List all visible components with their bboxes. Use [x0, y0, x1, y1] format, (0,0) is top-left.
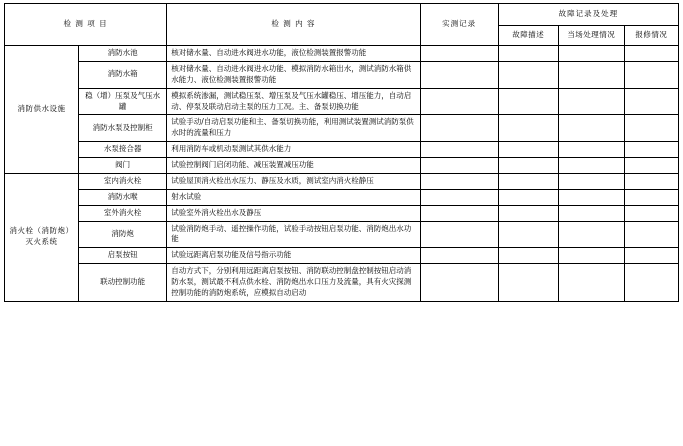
onsite-handling-cell[interactable]: [558, 142, 624, 158]
onsite-handling-cell[interactable]: [558, 173, 624, 189]
repair-status-cell[interactable]: [624, 61, 678, 88]
measured-record-cell[interactable]: [420, 205, 498, 221]
group-label-hydrant-system: 消火栓（消防炮）灭火系统: [5, 173, 79, 301]
measured-record-cell[interactable]: [420, 189, 498, 205]
repair-status-cell[interactable]: [624, 264, 678, 302]
onsite-handling-cell[interactable]: [558, 205, 624, 221]
item-label: 消防水泵及控制柜: [79, 115, 167, 142]
table-row: [5, 46, 679, 62]
item-content: 自动方式下，分别利用远距离启泵按钮、消防联动控制盘控制按钮启动消防水泵，测试最不利点供水栓、消防炮出水口压力及流量，具有火灾探测控制功能的消防炮系统，应模拟自动启动: [167, 264, 420, 302]
header-measured-record: 实测记录: [420, 4, 498, 46]
fault-description-cell[interactable]: [498, 46, 558, 62]
fault-description-cell[interactable]: [498, 158, 558, 174]
item-label: 消防水喉: [79, 189, 167, 205]
table-header-row-main: [5, 4, 679, 26]
table-row: [5, 158, 679, 174]
header-inspection-content: 检 测 内 容: [167, 4, 420, 46]
item-content: 射水试验: [167, 189, 420, 205]
onsite-handling-cell[interactable]: [558, 88, 624, 115]
item-content: 试验远距离启泵功能及信号指示功能: [167, 248, 420, 264]
repair-status-cell[interactable]: [624, 158, 678, 174]
measured-record-cell[interactable]: [420, 142, 498, 158]
onsite-handling-cell[interactable]: [558, 221, 624, 248]
item-content: 试验手动/自动启泵功能和主、备泵切换功能，利用测试装置测试消防泵供水时的流量和压力: [167, 115, 420, 142]
measured-record-cell[interactable]: [420, 221, 498, 248]
table-row: [5, 142, 679, 158]
measured-record-cell[interactable]: [420, 88, 498, 115]
fault-description-cell[interactable]: [498, 88, 558, 115]
table-row: [5, 248, 679, 264]
table-row: [5, 205, 679, 221]
item-label: 室外消火栓: [79, 205, 167, 221]
table-row: [5, 61, 679, 88]
repair-status-cell[interactable]: [624, 142, 678, 158]
item-content: 核对储水量、自动进水阀进水功能、模拟消防水箱出水，测试消防水箱供水能力、液位检测装置报警功能: [167, 61, 420, 88]
header-onsite-handling: 当场处理情况: [558, 26, 624, 46]
item-label: 消防水池: [79, 46, 167, 62]
repair-status-cell[interactable]: [624, 205, 678, 221]
fire-inspection-table: [4, 3, 679, 302]
repair-status-cell[interactable]: [624, 88, 678, 115]
header-repair-status: 报修情况: [624, 26, 678, 46]
onsite-handling-cell[interactable]: [558, 189, 624, 205]
measured-record-cell[interactable]: [420, 173, 498, 189]
item-label: 联动控制功能: [79, 264, 167, 302]
table-row: [5, 189, 679, 205]
table-row: [5, 264, 679, 302]
onsite-handling-cell[interactable]: [558, 115, 624, 142]
fault-description-cell[interactable]: [498, 248, 558, 264]
fault-description-cell[interactable]: [498, 61, 558, 88]
header-fault-description: 故障描述: [498, 26, 558, 46]
measured-record-cell[interactable]: [420, 46, 498, 62]
repair-status-cell[interactable]: [624, 115, 678, 142]
item-label: 室内消火栓: [79, 173, 167, 189]
fault-description-cell[interactable]: [498, 205, 558, 221]
onsite-handling-cell[interactable]: [558, 158, 624, 174]
table-row: [5, 88, 679, 115]
header-fault-record-group: 故障记录及处理: [498, 4, 678, 26]
measured-record-cell[interactable]: [420, 158, 498, 174]
fault-description-cell[interactable]: [498, 189, 558, 205]
repair-status-cell[interactable]: [624, 46, 678, 62]
repair-status-cell[interactable]: [624, 173, 678, 189]
item-content: 核对储水量、自动进水阀进水功能，液位检测装置报警功能: [167, 46, 420, 62]
item-content: 试验控制阀门启闭功能、减压装置减压功能: [167, 158, 420, 174]
table-row: [5, 173, 679, 189]
onsite-handling-cell[interactable]: [558, 264, 624, 302]
item-label: 消防水箱: [79, 61, 167, 88]
item-label: 阀门: [79, 158, 167, 174]
item-content: 试验室外消火栓出水及静压: [167, 205, 420, 221]
header-inspection-item: 检 测 项 目: [5, 4, 167, 46]
fault-description-cell[interactable]: [498, 264, 558, 302]
group-label-water-supply: 消防供水设施: [5, 46, 79, 174]
item-content: 试验屋顶消火栓出水压力、静压及水质，测试室内消火栓静压: [167, 173, 420, 189]
fault-description-cell[interactable]: [498, 173, 558, 189]
item-label: 水泵接合器: [79, 142, 167, 158]
item-label: 启泵按钮: [79, 248, 167, 264]
item-label: 稳（增）压泵及气压水罐: [79, 88, 167, 115]
onsite-handling-cell[interactable]: [558, 61, 624, 88]
item-content: 模拟系统渗漏，测试稳压泵、增压泵及气压水罐稳压、增压能力，自动启动、停泵及联动启动主泵的压力工况。主、备泵切换功能: [167, 88, 420, 115]
fault-description-cell[interactable]: [498, 142, 558, 158]
measured-record-cell[interactable]: [420, 115, 498, 142]
inspection-form-page: [0, 3, 683, 446]
repair-status-cell[interactable]: [624, 221, 678, 248]
repair-status-cell[interactable]: [624, 189, 678, 205]
fault-description-cell[interactable]: [498, 221, 558, 248]
item-label: 消防炮: [79, 221, 167, 248]
table-row: [5, 221, 679, 248]
measured-record-cell[interactable]: [420, 61, 498, 88]
repair-status-cell[interactable]: [624, 248, 678, 264]
item-content: 试验消防炮手动、遥控操作功能，试验手动按钮启泵功能、消防炮出水功能: [167, 221, 420, 248]
measured-record-cell[interactable]: [420, 248, 498, 264]
onsite-handling-cell[interactable]: [558, 46, 624, 62]
item-content: 利用消防车或机动泵测试其供水能力: [167, 142, 420, 158]
onsite-handling-cell[interactable]: [558, 248, 624, 264]
table-row: [5, 115, 679, 142]
measured-record-cell[interactable]: [420, 264, 498, 302]
fault-description-cell[interactable]: [498, 115, 558, 142]
